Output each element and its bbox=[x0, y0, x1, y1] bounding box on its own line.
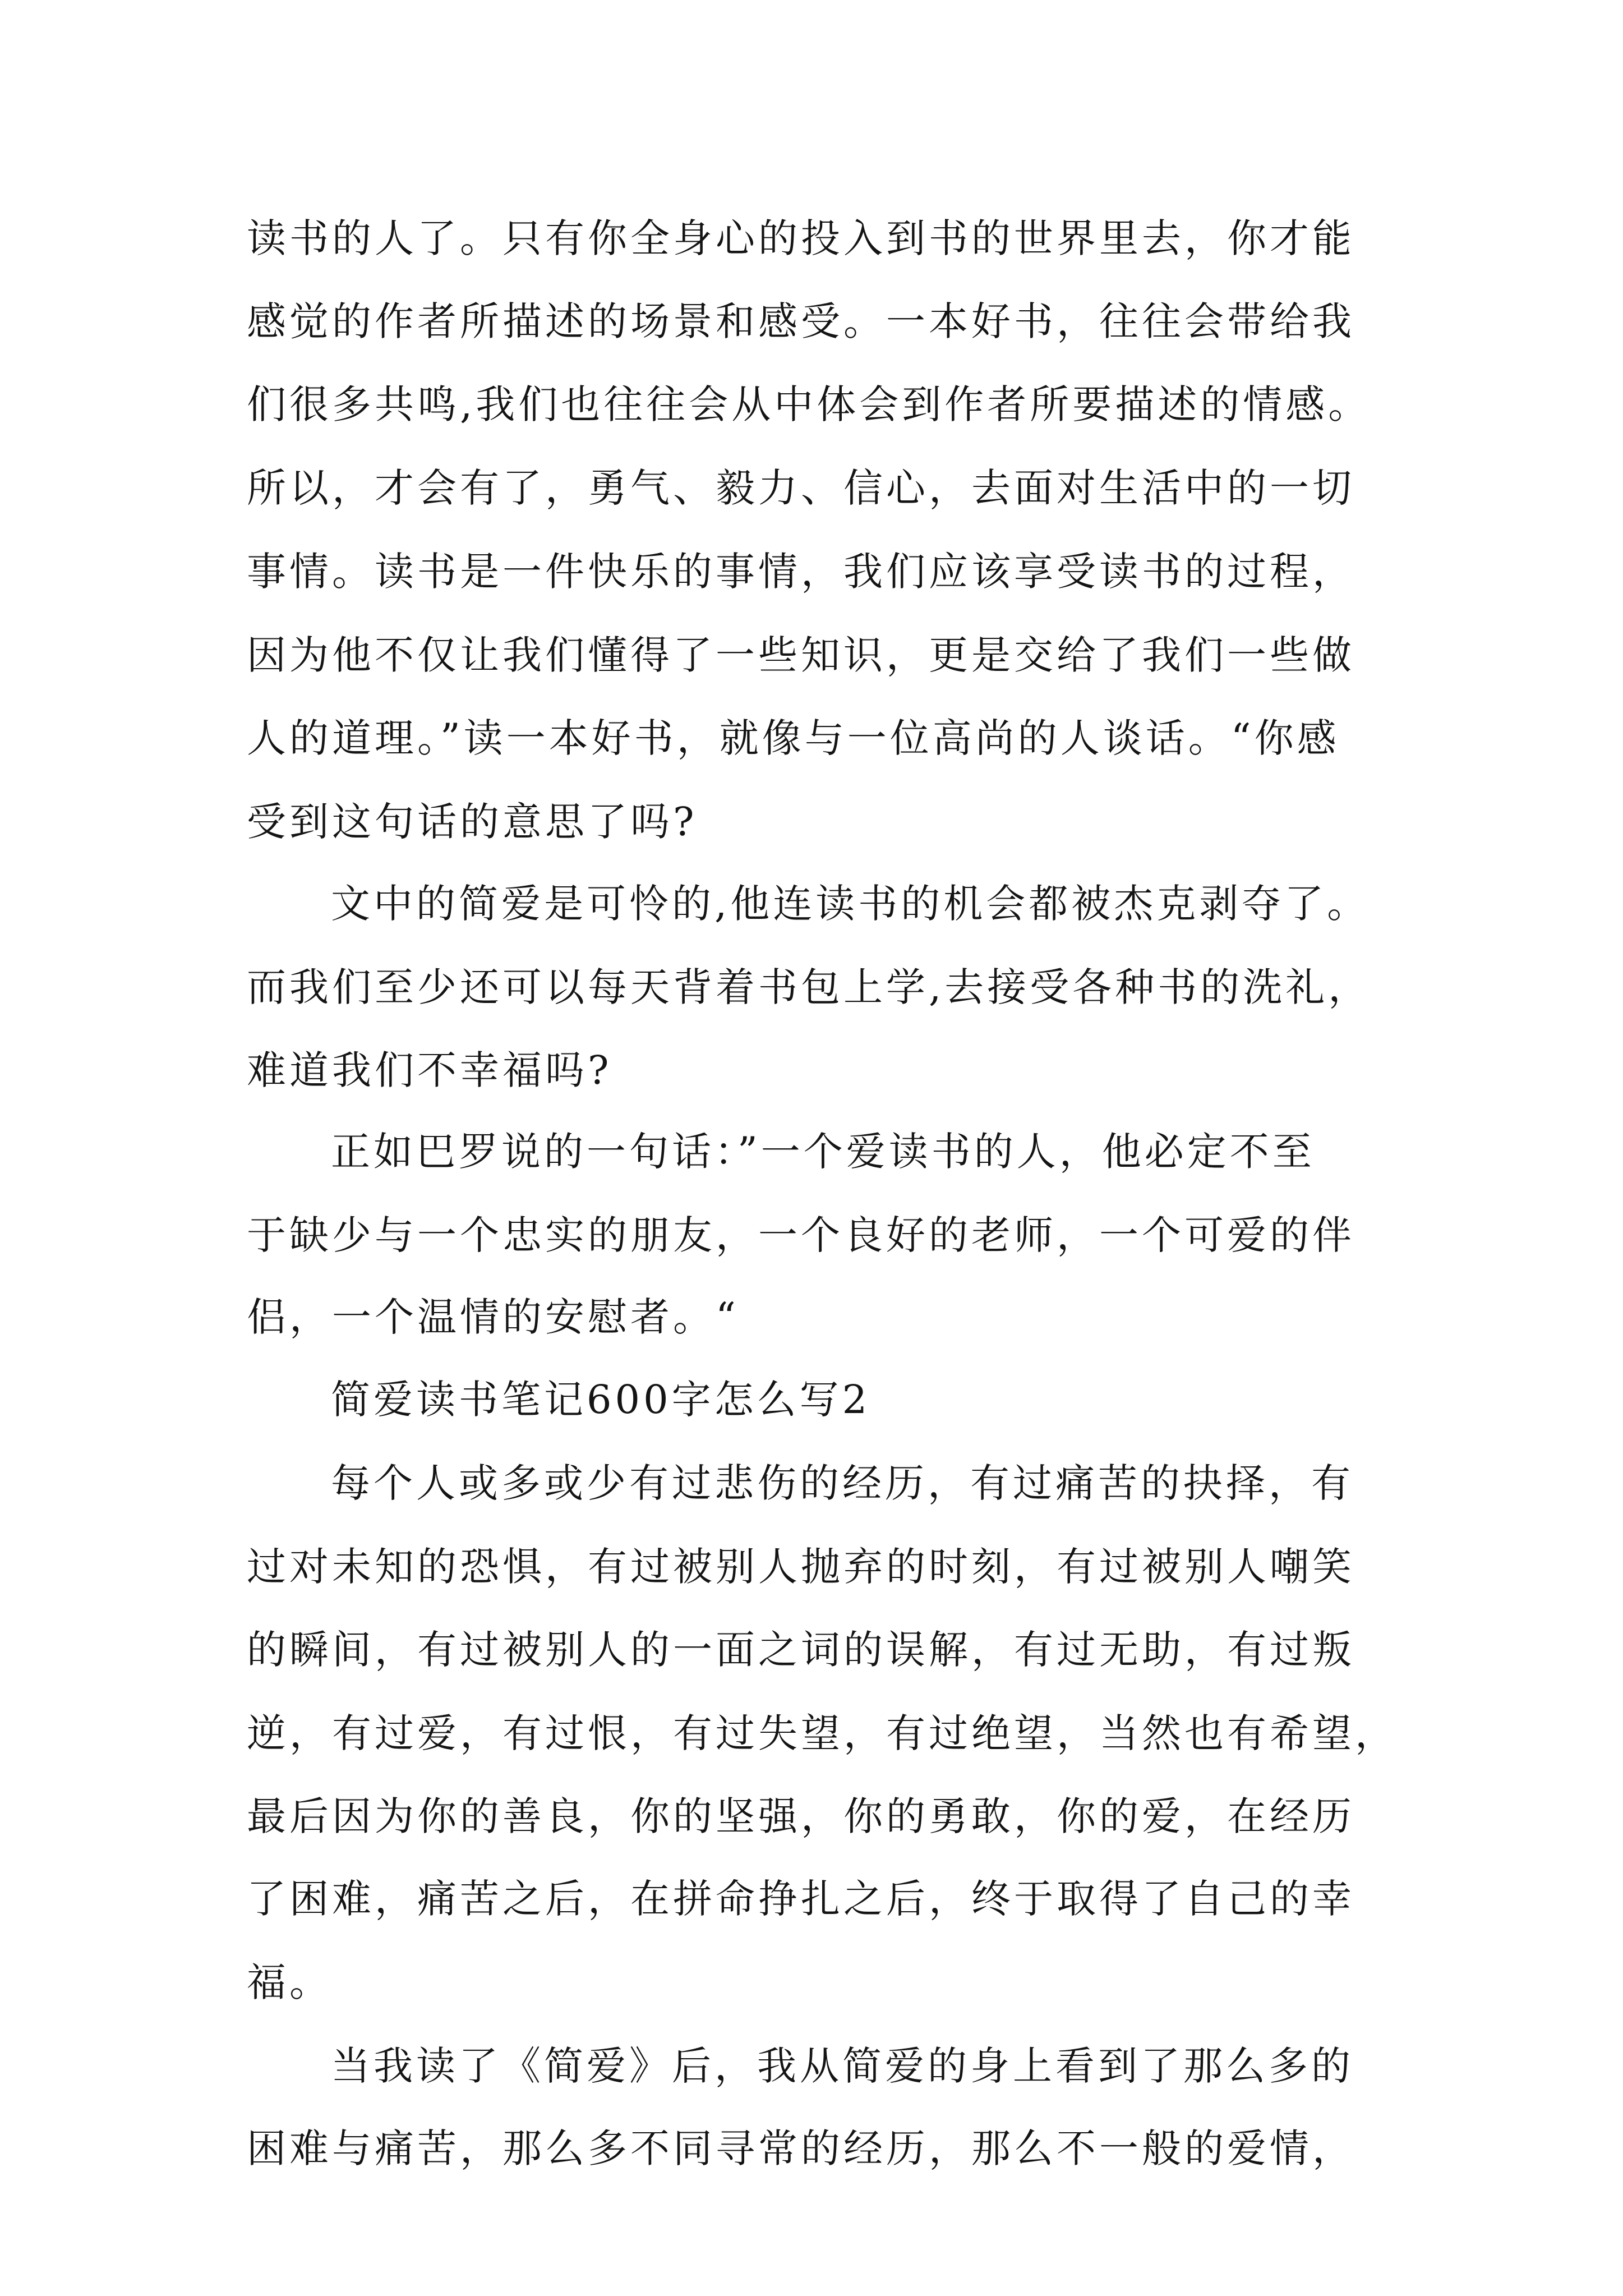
text-line: 受到这句话的意思了吗? bbox=[247, 799, 698, 845]
text-line: 逆，有过爱，有过恨，有过失望，有过绝望，当然也有希望， bbox=[247, 1710, 1398, 1756]
text-line: 过对未知的恐惧，有过被别人抛弃的时刻，有过被别人嘲笑 bbox=[247, 1544, 1355, 1590]
text-line: 感觉的作者所描述的场景和感受。一本好书，往往会带给我 bbox=[247, 298, 1355, 344]
text-line: 们很多共鸣,我们也往往会从中体会到作者所要描述的情感。 bbox=[247, 381, 1371, 427]
text-line: 福。 bbox=[247, 1959, 332, 2005]
section-heading: 简爱读书笔记600字怎么写2 bbox=[331, 1377, 871, 1423]
text-line: 而我们至少还可以每天背着书包上学,去接受各种书的洗礼， bbox=[247, 964, 1371, 1010]
text-line: 最后因为你的善良，你的坚强，你的勇敢，你的爱，在经历 bbox=[247, 1793, 1355, 1839]
text-line: 人的道理。”读一本好书，就像与一位高尚的人谈话。“你感 bbox=[247, 715, 1340, 761]
paragraph-first-line: 当我读了《简爱》后，我从简爱的身上看到了那么多的 bbox=[331, 2043, 1354, 2089]
paragraph-first-line: 文中的简爱是可怜的,他连读书的机会都被杰克剥夺了。 bbox=[331, 881, 1370, 927]
paragraph-first-line: 每个人或多或少有过悲伤的经历，有过痛苦的抉择，有 bbox=[331, 1460, 1354, 1506]
text-line: 所以，才会有了，勇气、毅力、信心，去面对生活中的一切 bbox=[247, 465, 1355, 511]
text-line: 侣，一个温情的安慰者。“ bbox=[247, 1294, 739, 1340]
text-line: 于缺少与一个忠实的朋友，一个良好的老师，一个可爱的伴 bbox=[247, 1212, 1355, 1258]
text-line: 了困难，痛苦之后，在拼命挣扎之后，终于取得了自己的幸 bbox=[247, 1876, 1355, 1922]
paragraph-first-line: 正如巴罗说的一句话：”一个爱读书的人，他必定不至 bbox=[331, 1129, 1315, 1175]
text-line: 事情。读书是一件快乐的事情，我们应该享受读书的过程， bbox=[247, 549, 1355, 595]
text-line: 读书的人了。只有你全身心的投入到书的世界里去，你才能 bbox=[247, 215, 1355, 261]
text-line: 难道我们不幸福吗? bbox=[247, 1047, 612, 1093]
text-line: 困难与痛苦，那么多不同寻常的经历，那么不一般的爱情， bbox=[247, 2125, 1355, 2171]
text-line: 的瞬间，有过被别人的一面之词的误解，有过无助，有过叛 bbox=[247, 1627, 1355, 1673]
text-line: 因为他不仅让我们懂得了一些知识，更是交给了我们一些做 bbox=[247, 632, 1355, 678]
